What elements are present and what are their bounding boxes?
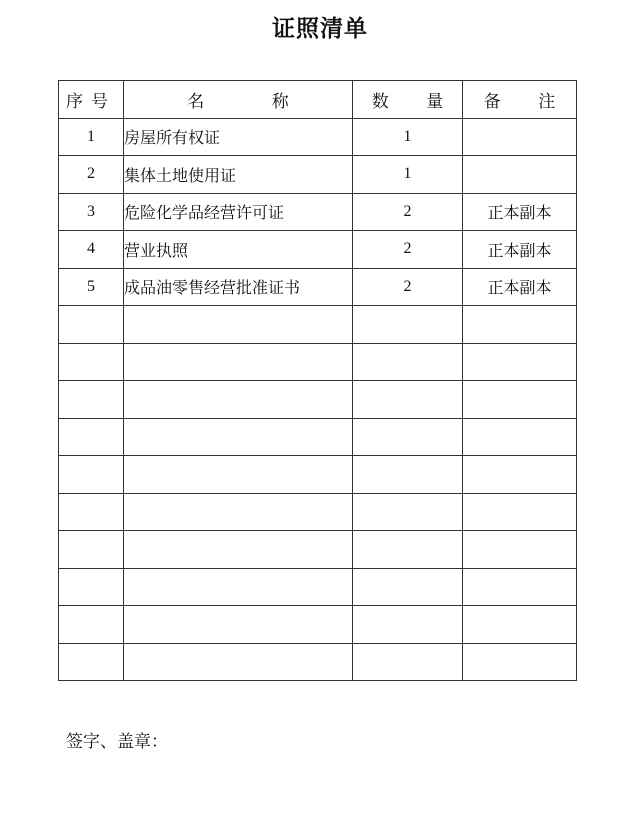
cell-serial-number — [59, 306, 124, 344]
table-row — [59, 531, 577, 569]
cell-quantity: 1 — [353, 156, 463, 194]
table-row — [59, 381, 577, 419]
cell-remarks — [463, 343, 577, 381]
cell-remarks — [463, 606, 577, 644]
cell-serial-number — [59, 381, 124, 419]
cell-remarks: 正本副本 — [463, 268, 577, 306]
cell-quantity: 2 — [353, 268, 463, 306]
cell-name — [124, 568, 353, 606]
cell-quantity — [353, 381, 463, 419]
cell-serial-number — [59, 456, 124, 494]
header-remarks: 备 注 — [463, 81, 577, 119]
cell-serial-number — [59, 493, 124, 531]
cell-serial-number — [59, 418, 124, 456]
cell-name — [124, 531, 353, 569]
table-row — [59, 343, 577, 381]
cell-name — [124, 418, 353, 456]
cell-remarks: 正本副本 — [463, 231, 577, 269]
certificate-table — [58, 80, 577, 681]
cell-name — [124, 456, 353, 494]
cell-serial-number — [59, 531, 124, 569]
table-row — [59, 306, 577, 344]
cell-name: 集体土地使用证 — [124, 156, 353, 194]
cell-quantity — [353, 343, 463, 381]
cell-name — [124, 306, 353, 344]
cell-name — [124, 493, 353, 531]
cell-serial-number: 4 — [59, 231, 124, 269]
table-row — [59, 568, 577, 606]
signature-label: 签字、盖章： — [66, 732, 168, 752]
table-row — [59, 268, 577, 306]
cell-remarks — [463, 118, 577, 156]
cell-quantity — [353, 643, 463, 681]
cell-remarks — [463, 456, 577, 494]
cell-serial-number — [59, 643, 124, 681]
table-row — [59, 456, 577, 494]
cell-name: 危险化学品经营许可证 — [124, 193, 353, 231]
cell-quantity: 2 — [353, 193, 463, 231]
cell-remarks — [463, 643, 577, 681]
cell-remarks — [463, 493, 577, 531]
cell-remarks — [463, 306, 577, 344]
cell-remarks — [463, 418, 577, 456]
cell-serial-number — [59, 606, 124, 644]
table-row — [59, 231, 577, 269]
cell-quantity: 1 — [353, 118, 463, 156]
cell-serial-number: 2 — [59, 156, 124, 194]
table-row — [59, 493, 577, 531]
table-row — [59, 193, 577, 231]
document-title: 证照清单 — [272, 16, 368, 42]
cell-name — [124, 381, 353, 419]
cell-remarks — [463, 531, 577, 569]
cell-serial-number — [59, 343, 124, 381]
cell-name — [124, 606, 353, 644]
table-row — [59, 118, 577, 156]
cell-remarks: 正本副本 — [463, 193, 577, 231]
table-row — [59, 156, 577, 194]
cell-name — [124, 643, 353, 681]
cell-quantity: 2 — [353, 231, 463, 269]
table-row — [59, 418, 577, 456]
cell-remarks — [463, 381, 577, 419]
cell-remarks — [463, 568, 577, 606]
cell-quantity — [353, 531, 463, 569]
header-quantity: 数 量 — [353, 81, 463, 119]
cell-serial-number: 3 — [59, 193, 124, 231]
cell-quantity — [353, 456, 463, 494]
cell-name — [124, 343, 353, 381]
cell-quantity — [353, 568, 463, 606]
cell-quantity — [353, 306, 463, 344]
cell-serial-number: 1 — [59, 118, 124, 156]
header-name: 名 称 — [124, 81, 353, 119]
cell-serial-number: 5 — [59, 268, 124, 306]
cell-name: 营业执照 — [124, 231, 353, 269]
cell-quantity — [353, 418, 463, 456]
cell-serial-number — [59, 568, 124, 606]
table-header-row — [59, 81, 577, 119]
cell-name: 房屋所有权证 — [124, 118, 353, 156]
table-row — [59, 606, 577, 644]
header-serial-number: 序号 — [59, 81, 124, 119]
table-row — [59, 643, 577, 681]
cell-remarks — [463, 156, 577, 194]
cell-name: 成品油零售经营批准证书 — [124, 268, 353, 306]
cell-quantity — [353, 493, 463, 531]
cell-quantity — [353, 606, 463, 644]
